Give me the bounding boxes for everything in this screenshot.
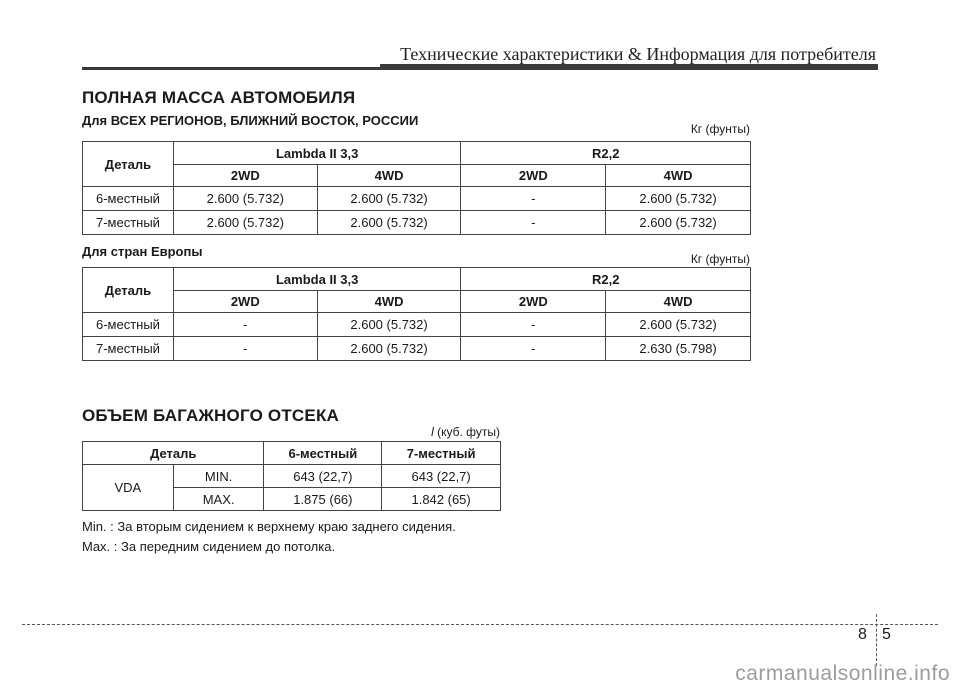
note-max: Max. : За передним сидением до потолка.: [82, 539, 336, 554]
header-rule-thick: [380, 64, 878, 70]
col-header-engine-lambda: Lambda II 3,3: [173, 142, 461, 165]
weight-table-all-regions: [82, 141, 751, 235]
col-header-detail: Деталь: [83, 442, 264, 465]
row-label: 6-местный: [83, 313, 174, 337]
europe-subtitle: Для стран Европы: [82, 244, 203, 259]
table-cell: -: [461, 187, 606, 211]
table-cell: 1.875 (66): [264, 488, 382, 511]
table-cell: 2.630 (5.798): [606, 337, 751, 361]
table-cell: -: [461, 337, 606, 361]
chapter-number: 8: [858, 626, 867, 643]
row-label: 7-местный: [83, 337, 174, 361]
all-regions-unit: Кг (фунты): [690, 122, 750, 136]
luggage-table: [82, 441, 501, 511]
table-cell: 2.600 (5.732): [317, 313, 461, 337]
table-cell: 643 (22,7): [382, 465, 501, 488]
watermark: carmanualsonline.info: [735, 662, 950, 685]
table-cell: 2.600 (5.732): [317, 187, 461, 211]
col-header-detail: Деталь: [83, 268, 174, 313]
luggage-unit: [431, 425, 500, 439]
liter-symbol: l: [431, 425, 434, 439]
table-cell: 2.600 (5.732): [606, 313, 751, 337]
all-regions-subtitle: Для ВСЕХ РЕГИОНОВ, БЛИЖНИЙ ВОСТОК, РОССИИ: [82, 113, 419, 128]
page-header-title: Технические характеристики & Информация для потребителя: [400, 44, 876, 64]
col-header-drive: 4WD: [317, 291, 461, 313]
table-cell: 2.600 (5.732): [606, 211, 751, 235]
col-header-drive: 4WD: [317, 165, 461, 187]
col-header-engine-r22: R2,2: [461, 142, 751, 165]
weight-table-europe: [82, 267, 751, 361]
table-row: [83, 337, 751, 361]
table-cell: 2.600 (5.732): [173, 211, 317, 235]
col-header-6-seat: 6-местный: [264, 442, 382, 465]
col-header-drive: 2WD: [173, 291, 317, 313]
page-number: 5: [882, 626, 891, 643]
col-header-drive: 4WD: [606, 291, 751, 313]
table-row: [83, 211, 751, 235]
row-sublabel: MAX.: [173, 488, 264, 511]
table-cell: 2.600 (5.732): [173, 187, 317, 211]
row-label: 6-местный: [83, 187, 174, 211]
table-row: [83, 465, 501, 488]
col-header-drive: 2WD: [461, 291, 606, 313]
col-header-engine-r22: R2,2: [461, 268, 751, 291]
table-cell: -: [173, 313, 317, 337]
note-min: Min. : За вторым сидением к верхнему краю заднего сидения.: [82, 519, 456, 534]
table-row: [83, 187, 751, 211]
table-cell: -: [461, 313, 606, 337]
table-cell: -: [173, 337, 317, 361]
row-label: 7-местный: [83, 211, 174, 235]
col-header-7-seat: 7-местный: [382, 442, 501, 465]
col-header-drive: 4WD: [606, 165, 751, 187]
col-header-engine-lambda: Lambda II 3,3: [173, 268, 461, 291]
table-cell: 643 (22,7): [264, 465, 382, 488]
col-header-detail: Деталь: [83, 142, 174, 187]
luggage-section-title: ОБЪЕМ БАГАЖНОГО ОТСЕКА: [82, 406, 339, 425]
table-cell: 2.600 (5.732): [317, 211, 461, 235]
col-header-drive: 2WD: [461, 165, 606, 187]
table-cell: 1.842 (65): [382, 488, 501, 511]
table-cell: 2.600 (5.732): [317, 337, 461, 361]
row-sublabel: MIN.: [173, 465, 264, 488]
table-row: [83, 313, 751, 337]
footer-dashed-rule: [22, 624, 938, 625]
table-cell: -: [461, 211, 606, 235]
luggage-notes: [82, 517, 456, 557]
footer-page-divider: [876, 614, 877, 666]
col-header-drive: 2WD: [173, 165, 317, 187]
row-label-vda: VDA: [83, 465, 174, 511]
luggage-unit-text: (куб. футы): [433, 425, 500, 439]
table-cell: 2.600 (5.732): [606, 187, 751, 211]
europe-unit: Кг (фунты): [690, 252, 750, 266]
weight-section-title: ПОЛНАЯ МАССА АВТОМОБИЛЯ: [82, 88, 356, 107]
